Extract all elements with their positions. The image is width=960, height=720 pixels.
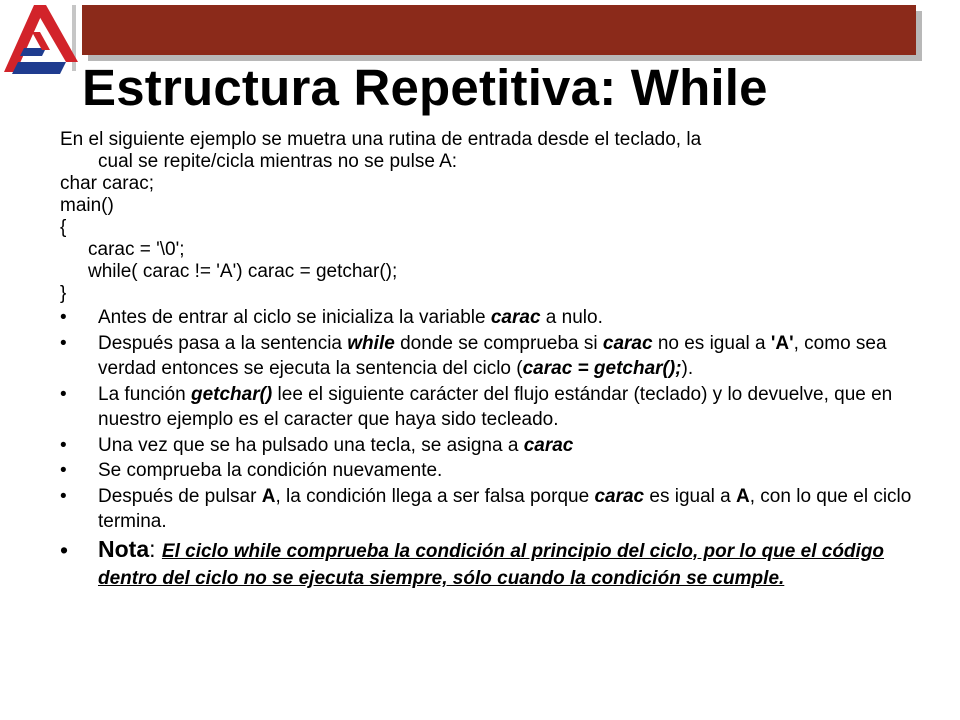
bullet-item-5 <box>60 458 920 484</box>
bullet-item-2 <box>60 331 920 382</box>
header-bar <box>82 5 916 55</box>
keyword: carac = getchar(); <box>522 358 682 379</box>
text-run: ). <box>681 358 694 379</box>
bullet-icon: • <box>60 485 67 507</box>
keyword: 'A' <box>770 332 794 354</box>
bullet-item-4 <box>60 433 920 459</box>
keyword: while <box>347 332 395 354</box>
code-line-3: { <box>60 217 67 238</box>
logo-red-stroke-inner <box>32 32 50 50</box>
bullet-icon: • <box>60 434 67 456</box>
text-run: Una vez que se ha pulsado una tecla, se asigna a <box>98 434 524 456</box>
slide-content <box>60 129 920 592</box>
text-run: Antes de entrar al ciclo se inicializa la variable <box>98 307 491 328</box>
logo-red-stroke-right <box>38 5 78 62</box>
keyword: carac <box>602 332 653 354</box>
text-run: Después pasa a la sentencia <box>98 332 348 354</box>
keyword: getchar() <box>190 383 273 405</box>
bullet-item-6 <box>60 484 920 535</box>
bullet-icon: • <box>60 536 69 563</box>
text-run: , la condición llega a ser falsa porque <box>275 485 595 507</box>
slide-title: Estructura Repetitiva: While <box>82 59 768 116</box>
text-run: donde se comprueba si <box>394 332 603 354</box>
text-run: lee el siguiente carácter del flujo estándar (teclado) y lo devuelve, que en nuestro ejemplo es el caracter que haya sido tecleado. <box>98 383 893 430</box>
note-colon: : <box>149 535 162 562</box>
bullet-icon: • <box>60 307 67 328</box>
bullet-icon: • <box>60 383 67 405</box>
text-run: a nulo. <box>540 307 603 328</box>
intro-line-2: cual se repite/cicla mientras no se pulse A: <box>98 151 458 172</box>
keyword: A <box>736 485 750 507</box>
code-line-1: char carac; <box>60 173 154 194</box>
bullet-item-1 <box>60 305 920 331</box>
note-label: Nota <box>98 535 150 562</box>
text-run: , como sea verdad entonces se ejecuta la sentencia del ciclo ( <box>98 332 887 379</box>
text-run: es igual a <box>644 485 737 507</box>
text-run: , con lo que el ciclo termina. <box>98 485 912 532</box>
text-run: Se comprueba la condición nuevamente. <box>98 460 443 481</box>
text-run: no es igual a <box>652 332 771 354</box>
text-run: La función <box>98 383 191 405</box>
intro-line-1: En el siguiente ejemplo se muetra una rutina de entrada desde el teclado, la <box>60 129 702 150</box>
note-item <box>60 537 920 592</box>
institution-logo <box>2 2 80 80</box>
note-text: El ciclo while comprueba la condición al principio del ciclo, por lo que el código dentro del ciclo no se ejecuta siempre, sólo cuando la condición se cumple. <box>98 540 885 589</box>
keyword: A <box>261 485 276 507</box>
keyword: carac <box>490 307 541 328</box>
logo-blue-stroke <box>12 62 66 74</box>
keyword: carac <box>594 485 645 507</box>
code-line-5: while( carac != 'A') carac = getchar(); <box>88 261 398 282</box>
bullet-item-3 <box>60 382 920 433</box>
bullet-icon: • <box>60 460 67 481</box>
text-run: Después de pulsar <box>98 485 262 507</box>
code-line-6: } <box>60 283 67 304</box>
keyword: carac <box>523 434 574 456</box>
bullet-icon: • <box>60 332 67 354</box>
bullet-list <box>60 305 920 592</box>
code-line-2: main() <box>60 195 114 216</box>
code-line-4: carac = '\0'; <box>88 239 185 260</box>
